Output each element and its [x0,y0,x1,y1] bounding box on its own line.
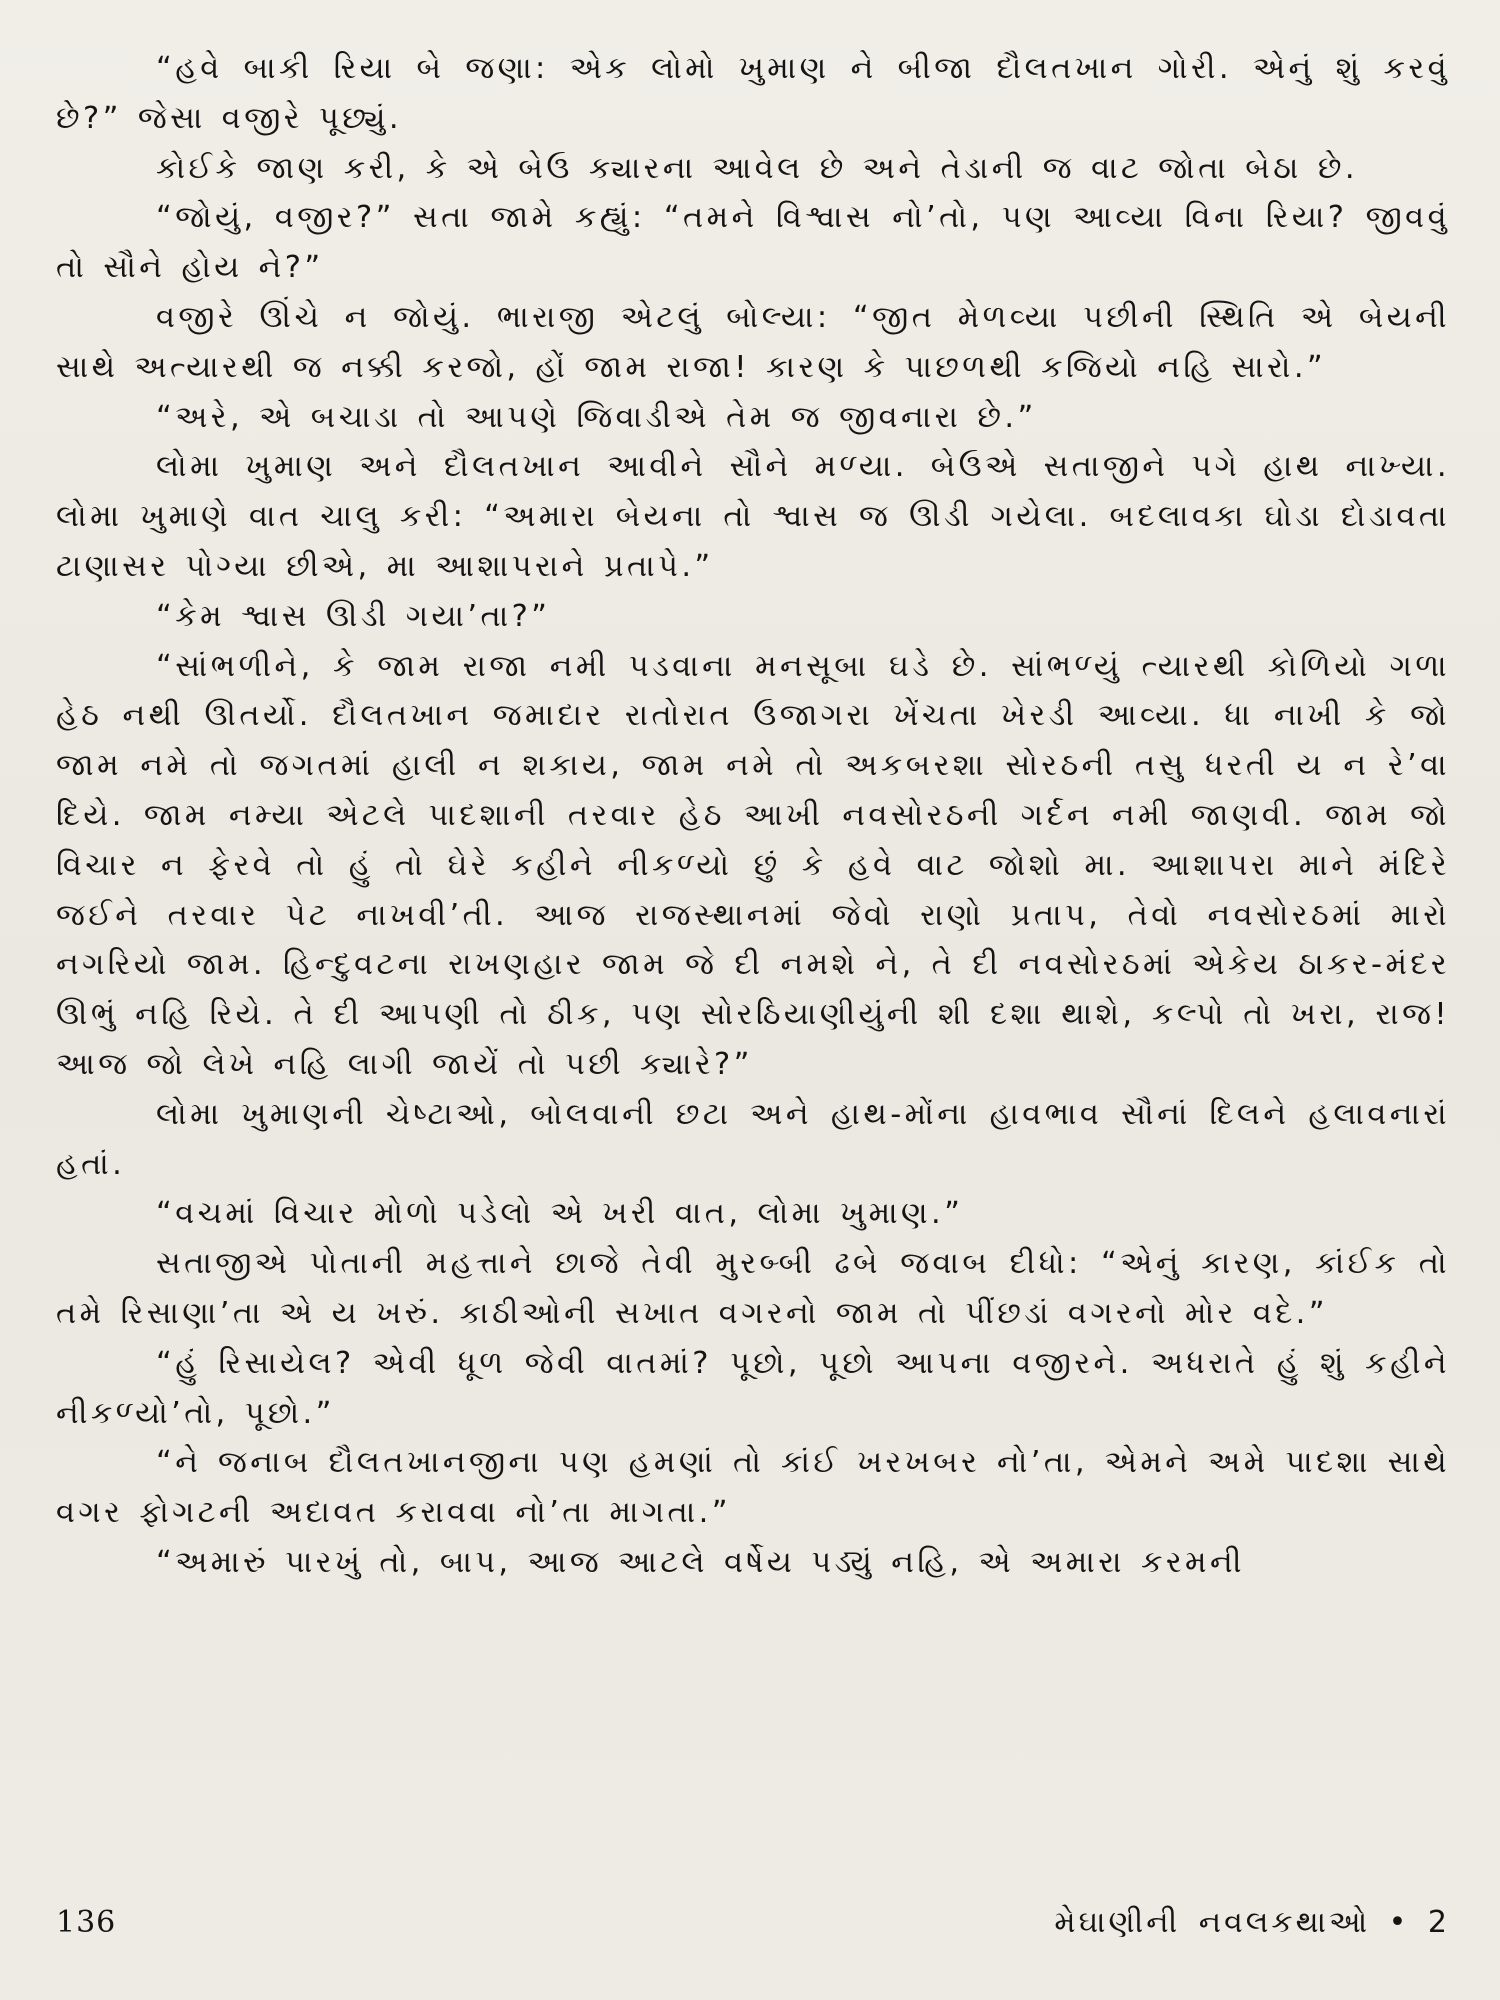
paragraph: “ને જનાબ દૌલતખાનજીના પણ હમણાં તો કાંઈ ખરખબર નો’તા, એમને અમે પાદશા સાથે વગર ફોગટની અદાવત કરાવવા નો’તા માગતા.” [56,1445,1450,1531]
paragraph: લોમા ખુમાણની ચેષ્ટાઓ, બોલવાની છટા અને હાથ-મોંના હાવભાવ સૌનાં દિલને હલાવનારાં હતાં. [56,1096,1450,1182]
paragraph: “અરે, એ બચાડા તો આપણે જિવાડીએ તેમ જ જીવનારા છે.” [156,399,1037,435]
paragraph: “અમારું પારખું તો, બાપ, આજ આટલે વર્ષેય પડ્યું નહિ, એ અમારા કરમની [156,1544,1245,1580]
paragraph: “હવે બાકી રિયા બે જણા: એક લોમો ખુમાણ ને બીજા દૌલતખાન ગોરી. એનું શું કરવું છે?” જેસા વજીરે પૂછ્યું. [56,51,1450,136]
page-number: 136 [56,1905,117,1940]
paragraph: લોમા ખુમાણ અને દૌલતખાન આવીને સૌને મળ્યા. બેઉએ સતાજીને પગે હાથ નાખ્યા. લોમા ખુમાણે વાત ચાલુ કરી: “અમારા બેયના તો શ્વાસ જ ઊડી ગયેલા. બદલાવકા ઘોડા દોડાવતા ટાણાસર પોગ્યા છીએ, મા આશાપરાને પ્રતાપે.” [56,449,1450,584]
paragraph: “જોયું, વજીર?” સતા જામે કહ્યું: “તમને વિશ્વાસ નો’તો, પણ આવ્યા વિના રિયા? જીવવું તો સૌને હોય ને?” [56,200,1450,286]
paragraph: વજીરે ઊંચે ન જોયું. ભારાજી એટલું બોલ્યા: “જીત મેળવ્યા પછીની સ્થિતિ એ બેયની સાથે અત્યારથી જ નક્કી કરજો, હોં જામ રાજા! કારણ કે પાછળથી કજિયો નહિ સારો.” [56,299,1450,385]
paragraph: “સાંભળીને, કે જામ રાજા નમી પડવાના મનસૂબા ઘડે છે. સાંભળ્યું ત્યારથી કોળિયો ગળા હેઠ નથી ઊતર્યો. દૌલતખાન જમાદાર રાતોરાત ઉજાગરા ખેંચતા ખેરડી આવ્યા. ધા નાખી કે જો જામ નમે તો જગતમાં હાલી ન શકાય, જામ નમે તો અકબરશા સોરઠની તસુ ધરતી ય ન રે’વા દિયે. જામ નમ્યા એટલે પાદશાની તરવાર હેઠ આખી નવસોરઠની ગર્દન નમી જાણવી. જામ જો વિચાર ન ફેરવે તો હું તો ઘેરે કહીને નીકળ્યો છું કે હવે વાટ જોશો મા. આશાપરા માને મંદિરે જઈને તરવાર પેટ નાખવી’તી. આજ રાજસ્થાનમાં જેવો રાણો પ્રતાપ, તેવો નવસોરઠમાં મારો નગરિયો જામ. હિન્દુવટના રાખણહાર જામ જે દી નમશે ને, તે દી નવસોરઠમાં એકેય ઠાકર-મંદર ઊભું નહિ રિયે. તે દી આપણી તો ઠીક, પણ સોરઠિયાણીયુંની શી દશા થાશે, કલ્પો તો ખરા, રાજ! આજ જો લેખે નહિ લાગી જાયેં તો પછી ક્યારે?” [56,648,1450,1082]
paragraph: “કેમ શ્વાસ ઊડી ગયા’તા?” [156,598,551,634]
paragraph: સતાજીએ પોતાની મહત્તાને છાજે તેવી મુરબ્બી ઢબે જવાબ દીધો: “એનું કારણ, કાંઈક તો તમે રિસાણા’તા એ ય ખરું. કાઠીઓની સખાત વગરનો જામ તો પીંછડાં વગરનો મોર વદે.” [56,1246,1450,1331]
running-footer-title: મેઘાણીની નવલકથાઓ • 2 [1054,1905,1450,1940]
paragraph: “હું રિસાયેલ? એવી ધૂળ જેવી વાતમાં? પૂછો, પૂછો આપના વજીરને. અધરાતે હું શું કહીને નીકળ્યો’તો, પૂછો.” [56,1345,1450,1431]
paragraph: “વચમાં વિચાર મોળો પડેલો એ ખરી વાત, લોમા ખુમાણ.” [156,1196,964,1232]
page-footer [56,1905,1450,1955]
body-text [56,44,1450,1588]
paragraph: કોઈકે જાણ કરી, કે એ બેઉ ક્યારના આવેલ છે અને તેડાની જ વાટ જોતા બેઠા છે. [156,150,1358,186]
